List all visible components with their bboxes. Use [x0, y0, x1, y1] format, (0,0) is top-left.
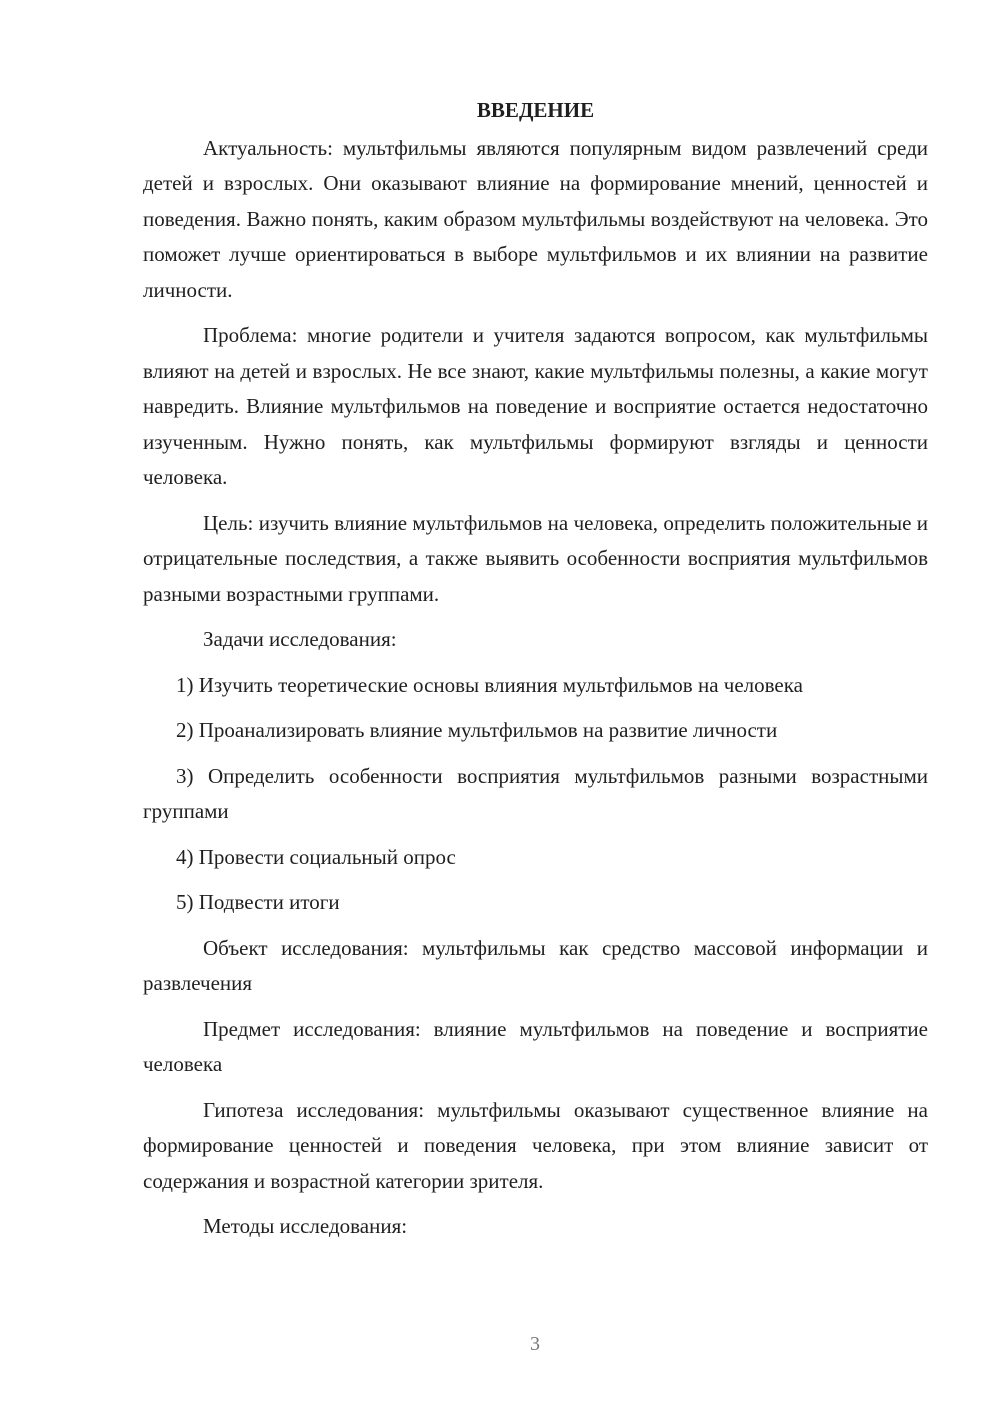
task-item: 5) Подвести итоги — [176, 890, 340, 914]
task-item: 1) Изучить теоретические основы влияния мультфильмов на человека — [176, 672, 803, 697]
goal-paragraph: Цель: изучить влияние мультфильмов на человека, определить положительные и отрицательные последствия, а также выявить особенности восприятия мультфильмов разными возрастными группами. — [143, 510, 928, 606]
hypothesis-paragraph: Гипотеза исследования: мультфильмы оказывают существенное влияние на формирование ценностей и поведения человека, при этом влияние зависит от содержания и возрастной категории зрителя. — [143, 1097, 928, 1193]
page-number: 3 — [530, 1333, 540, 1355]
subject-paragraph: Предмет исследования: влияние мультфильмов на поведение и восприятие человека — [143, 1016, 928, 1076]
relevance-paragraph: Актуальность: мультфильмы являются популярным видом развлечений среди детей и взрослых. Они оказывают влияние на формирование мнений, ценностей и поведения. Важно понять, каким образом мультфильмы воздействуют на человека. Это поможет лучше ориентироваться в выборе мультфильмов и их влиянии на развитие личности. — [143, 135, 928, 302]
tasks-heading: Задачи исследования: — [203, 627, 397, 651]
page-content — [143, 93, 928, 1255]
task-item: 3) Определить особенности восприятия мультфильмов разными возрастными группами — [143, 763, 928, 823]
methods-paragraph: Методы исследования: — [203, 1214, 408, 1238]
task-item: 2) Проанализировать влияние мультфильмов на развитие личности — [176, 718, 778, 742]
problem-paragraph: Проблема: многие родители и учителя задаются вопросом, как мультфильмы влияют на детей и взрослых. Не все знают, какие мультфильмы полезны, а какие могут навредить. Влияние мультфильмов на поведение и восприятие остается недостаточно изученным. Нужно понять, как мультфильмы формируют взгляды и ценности человека. — [143, 323, 928, 489]
object-paragraph: Объект исследования: мультфильмы как средство массовой информации и развлечения — [143, 935, 928, 995]
task-item: 4) Провести социальный опрос — [176, 844, 456, 869]
page-title: ВВЕДЕНИЕ — [476, 98, 595, 122]
